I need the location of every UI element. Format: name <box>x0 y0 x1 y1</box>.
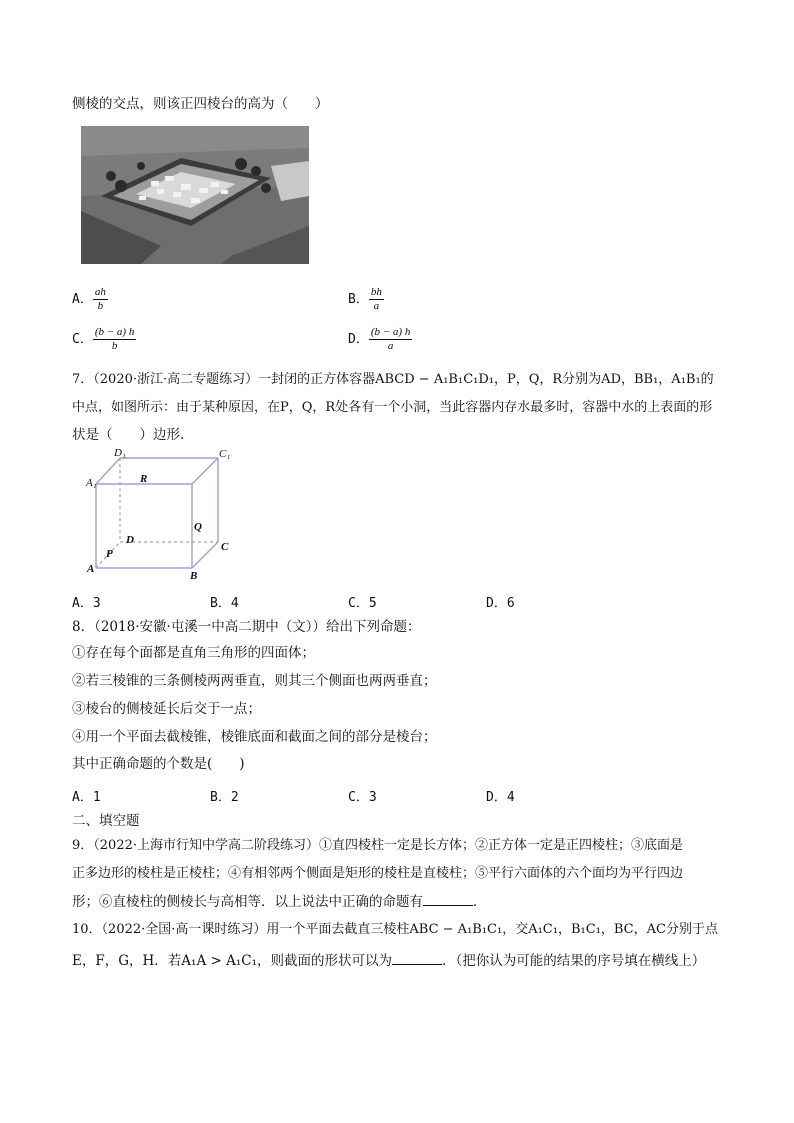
q10-line1: 10．（2022·全国·高一课时练习）用一个平面去截直三棱柱ABC − A₁B₁C₁，交A₁C₁，B₁C₁，BC，AC分别于点 <box>72 922 718 937</box>
q8-item-3: ③棱台的侧棱延长后交于一点； <box>72 701 261 717</box>
label-q: Q <box>194 521 202 533</box>
label-d: D <box>126 534 134 546</box>
section-title-fill-in: 二、填空题 <box>72 813 140 829</box>
label-r: R <box>140 473 148 485</box>
q9-line3: 形；⑥直棱柱的侧棱长与高相等．以上说法中正确的命题有 ． <box>72 891 487 912</box>
label-d1: D₁ <box>114 448 126 459</box>
label-p: P <box>106 548 113 560</box>
label-c1: C₁ <box>219 448 231 460</box>
q8-option-d[interactable]: D．4 <box>486 790 515 805</box>
label-a: A <box>87 563 95 575</box>
q9-line1: 9．（2022·上海市行知中学高二阶段练习）①直四棱柱一定是长方体；②正方体一定是正四棱柱；③底面是 <box>72 838 683 853</box>
q6-option-c[interactable]: C． $\frac{(b - a) h}{b}$ <box>72 326 135 352</box>
q6-option-d[interactable]: D． $\frac{(b - a) h}{a}$ <box>348 326 411 352</box>
aerial-photo <box>81 126 309 264</box>
q7-line2: 中点，如图所示：由于某种原因，在P，Q，R处各有一个小洞，当此容器内存水最多时，容器中水的上表面的形 <box>72 400 713 415</box>
q7-option-b[interactable]: B．4 <box>210 596 239 611</box>
q8-item-4: ④用一个平面去截棱锥，棱锥底面和截面之间的部分是棱台； <box>72 729 437 745</box>
q8-option-c[interactable]: C．3 <box>348 790 377 805</box>
q7-option-d[interactable]: D．6 <box>486 596 515 611</box>
label-b: B <box>190 570 198 580</box>
label-c: C <box>221 541 229 553</box>
cube-figure <box>84 448 244 580</box>
q7-option-c[interactable]: C．5 <box>348 596 377 611</box>
q8-item-2: ②若三棱锥的三条侧棱两两垂直，则其三个侧面也两两垂直； <box>72 673 437 689</box>
q7-line3: 状是（ ）边形. <box>72 427 185 443</box>
q9-answer-blank[interactable] <box>423 891 473 906</box>
q8-option-a[interactable]: A．1 <box>72 790 101 805</box>
q9-line2: 正多边形的棱柱是正棱柱；④有相邻两个侧面是矩形的棱柱是直棱柱；⑤平行六面体的六个面均为平行四边 <box>72 866 684 881</box>
q10-line2: E，F，G，H．若A₁A > A₁C₁，则截面的形状可以为 ．（把你认为可能的结果的序号填在横线上） <box>72 950 705 971</box>
q6-option-b[interactable]: B． $\frac{bh}{a}$ <box>348 286 382 312</box>
q6-option-a[interactable]: A． $\frac{ah}{b}$ <box>72 286 106 312</box>
q10-answer-blank[interactable] <box>392 950 442 965</box>
label-a1: A₁ <box>86 477 97 489</box>
q8-item-1: ①存在每个面都是直角三角形的四面体； <box>72 645 315 661</box>
q8-option-b[interactable]: B．2 <box>210 790 239 805</box>
q6-stem-tail: 侧棱的交点，则该正四棱台的高为（ ） <box>72 96 329 112</box>
q8-stem: 8．（2018·安徽·屯溪一中高二期中（文））给出下列命题： <box>72 619 421 635</box>
q7-option-a[interactable]: A．3 <box>72 596 101 611</box>
q7-line1: 7．（2020·浙江·高二专题练习）一封闭的正方体容器ABCD − A₁B₁C₁D₁，P，Q，R分别为AD，BB₁，A₁B₁的 <box>72 372 714 387</box>
q8-question: 其中正确命题的个数是( ) <box>72 756 245 772</box>
